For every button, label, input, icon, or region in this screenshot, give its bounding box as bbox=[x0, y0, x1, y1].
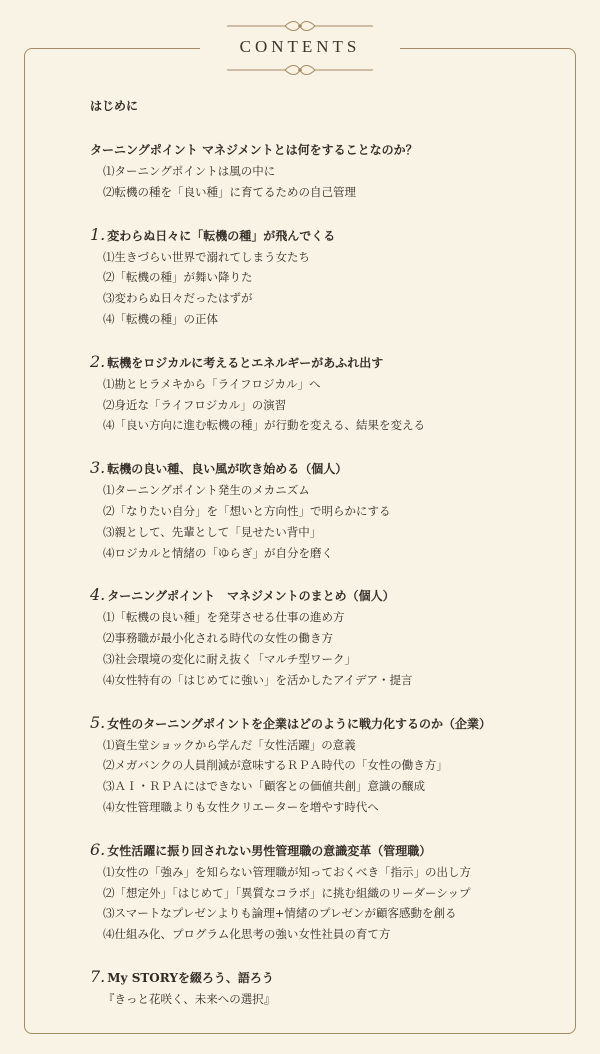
section-subitem: ⑶親として、先輩として「見せたい背中」 bbox=[103, 524, 322, 539]
section-heading bbox=[90, 140, 570, 161]
section-subitem: ⑷女性特有の「はじめてに強い」を活かしたアイデア・提言 bbox=[103, 672, 413, 687]
toc-section bbox=[90, 966, 570, 1010]
section-number: 4. bbox=[90, 585, 106, 605]
section-heading bbox=[90, 224, 570, 247]
section-subitem: ⑶変わらぬ日々だったはずが bbox=[103, 291, 253, 306]
section-number: 5. bbox=[90, 712, 106, 732]
section-heading bbox=[90, 457, 570, 480]
section-title: My STORYを綴ろう、語ろう bbox=[107, 970, 274, 985]
section-number: 6. bbox=[90, 839, 106, 859]
section-subitem: ⑵「転機の種」が舞い降りた bbox=[103, 270, 253, 285]
bottom-ornament-icon bbox=[205, 62, 395, 78]
toc-section bbox=[90, 140, 570, 203]
intro-heading: はじめに bbox=[90, 99, 139, 113]
toc-section bbox=[90, 712, 570, 818]
section-heading bbox=[90, 966, 570, 989]
section-subitem: ⑵メガバンクの人員削減が意味するＲＰＡ時代の「女性の働き方」 bbox=[103, 758, 448, 773]
section-subitem: ⑶社会環境の変化に耐え抜く「マルチ型ワーク」 bbox=[103, 651, 356, 666]
section-subitem: ⑷女性管理職よりも女性クリエーターを増やす時代へ bbox=[103, 799, 379, 814]
section-title: ターニングポイント マネジメントのまとめ（個人） bbox=[107, 589, 395, 604]
section-subitem: ⑴女性の「強み」を知らない管理職が知っておくべき「指示」の出し方 bbox=[103, 864, 471, 879]
section-number: 1. bbox=[90, 224, 106, 244]
section-subitem: ⑴勘とヒラメキから「ライフロジカル」へ bbox=[103, 376, 321, 391]
toc-section bbox=[90, 457, 570, 563]
section-title: 変わらぬ日々に「転機の種」が飛んでくる bbox=[107, 228, 336, 243]
table-of-contents bbox=[90, 98, 570, 1031]
section-title: 転機の良い種、良い風が吹き始める（個人） bbox=[107, 462, 348, 477]
section-title: 女性活躍に振り回されない男性管理職の意識変革（管理職） bbox=[107, 843, 432, 858]
toc-section bbox=[90, 351, 570, 436]
section-subitem: ⑵「想定外」「はじめて」「異質なコラボ」に挑む組織のリーダーシップ bbox=[103, 885, 471, 900]
section-subitem: 『きっと花咲く、未来への選択』 bbox=[103, 991, 276, 1006]
section-heading bbox=[90, 839, 570, 862]
section-subitem: ⑶スマートなプレゼンよりも論理+情緒のプレゼンが顧客感動を創る bbox=[103, 906, 457, 921]
contents-header bbox=[200, 18, 400, 80]
section-subitem: ⑷仕組み化、プログラム化思考の強い女性社員の育て方 bbox=[103, 927, 391, 942]
section-subitem: ⑵転機の種を「良い種」に育てるための自己管理 bbox=[103, 184, 356, 199]
section-subitem: ⑶ＡＩ・ＲＰＡにはできない「顧客との価値共創」意識の醸成 bbox=[103, 779, 425, 794]
section-number: 7. bbox=[90, 966, 106, 986]
section-heading bbox=[90, 584, 570, 607]
section-subitem: ⑷「転機の種」の正体 bbox=[103, 311, 218, 326]
section-number: 2. bbox=[90, 351, 106, 371]
section-subitem: ⑷ロジカルと情緒の「ゆらぎ」が自分を磨く bbox=[103, 545, 333, 560]
section-subitem: ⑴「転機の良い種」を発芽させる仕事の進め方 bbox=[103, 610, 345, 625]
section-subitem: ⑴生きづらい世界で溺れてしまう女たち bbox=[103, 249, 310, 264]
page-title: CONTENTS bbox=[239, 37, 361, 56]
top-ornament-icon bbox=[205, 18, 395, 34]
section-title: 女性のターニングポイントを企業はどのように戦力化するのか（企業） bbox=[107, 716, 492, 731]
section-list bbox=[90, 140, 570, 1010]
section-title: ターニングポイント マネジメントとは何をすることなのか？ bbox=[90, 143, 418, 157]
section-heading bbox=[90, 351, 570, 374]
toc-section bbox=[90, 584, 570, 690]
section-subitem: ⑷「良い方向に進む転機の種」が行動を変える、結果を変える bbox=[103, 418, 425, 433]
section-number: 3. bbox=[90, 458, 106, 478]
section-subitem: ⑴資生堂ショックから学んだ「女性活躍」の意義 bbox=[103, 737, 356, 752]
section-subitem: ⑵事務職が最小化される時代の女性の働き方 bbox=[103, 631, 333, 646]
toc-section bbox=[90, 839, 570, 945]
section-subitem: ⑴ターニングポイントは風の中に bbox=[103, 164, 276, 178]
section-subitem: ⑵身近な「ライフロジカル」の演習 bbox=[103, 397, 287, 412]
section-heading bbox=[90, 712, 570, 735]
toc-section bbox=[90, 224, 570, 330]
section-title: 転機をロジカルに考えるとエネルギーがあふれ出す bbox=[107, 355, 384, 370]
section-subitem: ⑵「なりたい自分」を「想いと方向性」で明らかにする bbox=[103, 503, 391, 518]
section-subitem: ⑴ターニングポイント発生のメカニズム bbox=[103, 483, 310, 498]
